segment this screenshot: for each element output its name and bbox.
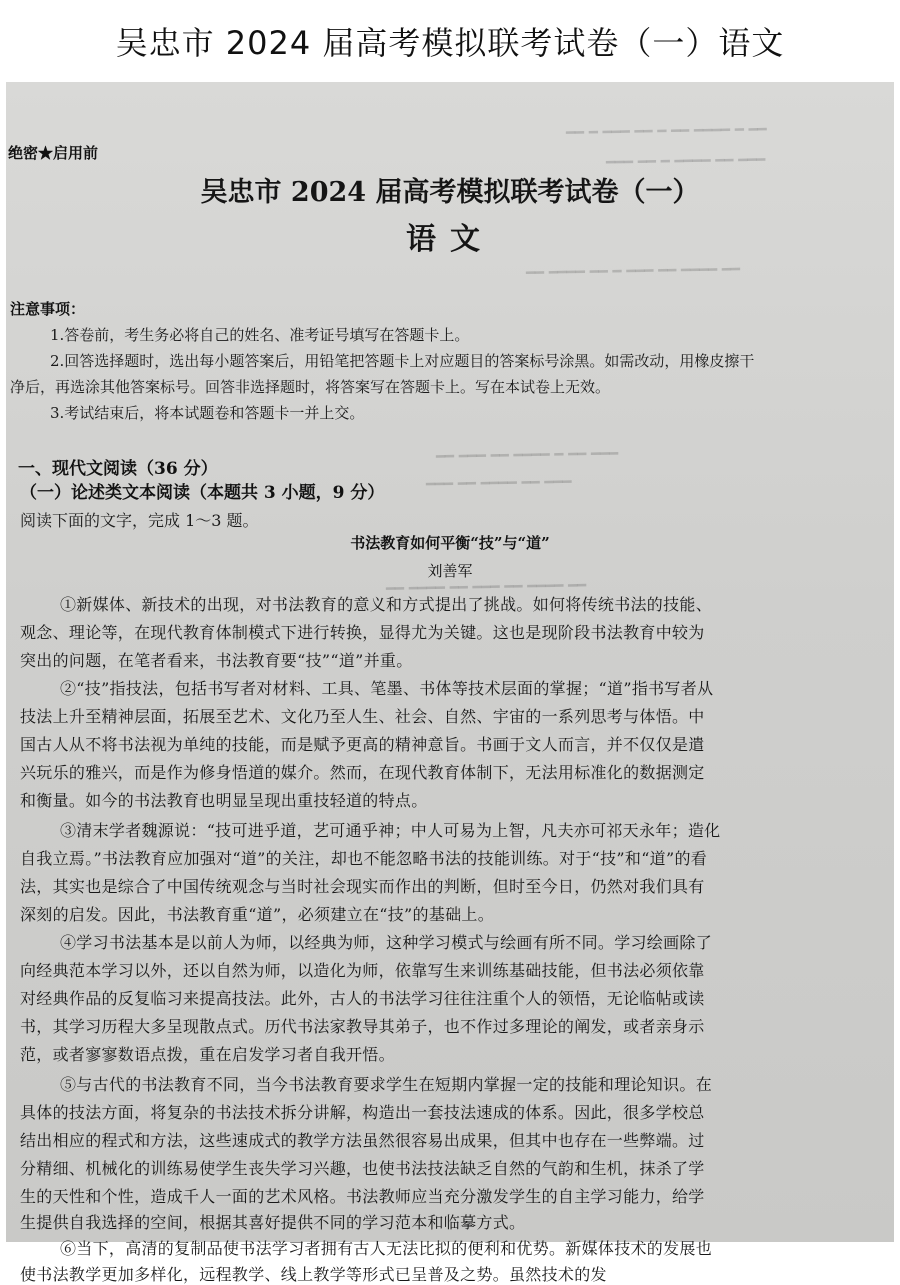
article-line: 自我立焉。”书法教育应加强对“道”的关注，却也不能忽略书法的技能训练。对于“技”和“道”的看 xyxy=(20,849,708,868)
notice-line: 3.考试结束后，将本试题卷和答题卡一并上交。 xyxy=(50,404,365,422)
article-line: 具体的技法方面，将复杂的书法技术拆分讲解，构造出一套技法速成的体系。因此，很多学校总 xyxy=(20,1103,705,1122)
banner-title: 吴忠市 2024 届高考模拟联考试卷（一）语文 xyxy=(115,24,785,62)
article-title: 书法教育如何平衡“技”与“道” xyxy=(350,534,550,552)
bleed-through-texture: ━━ ━━━━ ━━ ━ ━━━ ━━ ━━━━ ━━ xyxy=(526,260,740,282)
article-author: 刘善军 xyxy=(427,562,473,580)
article-line: ③清末学者魏源说：“技可进乎道，艺可通乎神；中人可易为上智，凡夫亦可祁天永年；造化 xyxy=(60,821,721,840)
article-line: ④学习书法基本是以前人为师，以经典为师，这种学习模式与绘画有所不同。学习绘画除了 xyxy=(60,933,713,952)
bleed-through-texture: ━━ ━━━ ━━ ━━━━ ━ ━━ ━━━ xyxy=(436,444,619,466)
notice-line: 2.回答选择题时，选出每小题答案后，用铅笔把答题卡上对应题目的答案标号涂黑。如需改动，用橡皮擦干 xyxy=(50,352,755,370)
sub-section-heading: （一）论述类文本阅读（本题共 3 小题，9 分） xyxy=(20,483,385,503)
article-line: ②“技”指技法，包括书写者对材料、工具、笔墨、书体等技术层面的掌握；“道”指书写者从 xyxy=(60,679,714,698)
top-banner xyxy=(0,0,900,82)
article-line: 观念、理论等，在现代教育体制模式下进行转换，显得尤为关键。这也是现阶段书法教育中较为 xyxy=(20,623,705,642)
exam-title: 吴忠市 2024 届高考模拟联考试卷（一） xyxy=(200,177,700,208)
article-line: 和衡量。如今的书法教育也明显呈现出重技轻道的特点。 xyxy=(20,791,428,810)
notice-line: 净后，再选涂其他答案标号。回答非选择题时，将答案写在答题卡上。写在本试卷上无效。 xyxy=(10,378,611,396)
reading-instruction: 阅读下面的文字，完成 1～3 题。 xyxy=(20,511,259,530)
confidential-mark: 绝密★启用前 xyxy=(8,144,99,162)
article-line: 生的天性和个性，造成千人一面的艺术风格。书法教师应当充分激发学生的自主学习能力，给学 xyxy=(20,1187,705,1206)
article-line: 兴玩乐的雅兴，而是作为修身悟道的媒介。然而，在现代教育体制下，无法用标准化的数据测定 xyxy=(20,763,705,782)
bleed-through-texture: ━━ ━ ━━━ ━━ ━ ━━ ━━━━ ━ ━━ xyxy=(566,120,767,142)
article-line: 分精细、机械化的训练易使学生丧失学习兴趣，也使书法技法缺乏自然的气韵和生机，抹杀了学 xyxy=(20,1159,705,1178)
notice-line: 1.答卷前，考生务必将自己的姓名、准考证号填写在答题卡上。 xyxy=(50,326,470,344)
notice-heading: 注意事项： xyxy=(10,300,86,318)
article-line: ⑥当下，高清的复制品使书法学习者拥有古人无法比拟的便利和优势。新媒体技术的发展也 xyxy=(60,1239,713,1258)
article-line: 生提供自我选择的空间，根据其喜好提供不同的学习范本和临摹方式。 xyxy=(20,1213,526,1232)
exam-paper-photo xyxy=(6,82,894,1284)
bleed-through-texture: ━━━ ━━ ━ ━━━━ ━━ ━━━ xyxy=(606,150,766,172)
article-line: 国古人从不将书法视为单纯的技能，而是赋予更高的精神意旨。书画于文人而言，并不仅仅是遣 xyxy=(20,735,705,754)
article-line: 范，或者寥寥数语点拨，重在启发学习者自我开悟。 xyxy=(20,1045,395,1064)
article-line: 突出的问题，在笔者看来，书法教育要“技”“道”并重。 xyxy=(20,651,413,670)
article-line: 使书法教学更加多样化，远程教学、线上教学等形式已呈普及之势。虽然技术的发 xyxy=(20,1265,607,1284)
article-line: 深刻的启发。因此，书法教育重“道”，必须建立在“技”的基础上。 xyxy=(20,905,495,924)
bleed-through-texture: ━━ ━━━━ ━━ ━━━ ━━ ━━━━ ━━ xyxy=(386,576,587,598)
article-line: 技法上升至精神层面，拓展至艺术、文化乃至人生、社会、自然、宇宙的一系列思考与体悟。中 xyxy=(20,707,705,726)
article-line: ①新媒体、新技术的出现，对书法教育的意义和方式提出了挑战。如何将传统书法的技能、 xyxy=(60,595,713,614)
article-line: 对经典作品的反复临习来提高技法。此外，古人的书法学习往往注重个人的领悟，无论临帖或读 xyxy=(20,989,705,1008)
article-line: 结出相应的程式和方法，这些速成式的教学方法虽然很容易出成果，但其中也存在一些弊端。过 xyxy=(20,1131,705,1150)
bleed-through-texture: ━━━ ━━ ━━━━ ━━ ━━━ xyxy=(426,472,572,494)
section-heading: 一、现代文阅读（36 分） xyxy=(18,459,218,479)
article-line: 书，其学习历程大多呈现散点式。历代书法家教导其弟子，也不作过多理论的阐发，或者亲身示 xyxy=(20,1017,705,1036)
subject-title: 语文 xyxy=(406,222,494,257)
article-line: 向经典范本学习以外，还以自然为师，以造化为师，依靠写生来训练基础技能，但书法必须依靠 xyxy=(20,961,705,980)
article-line: ⑤与古代的书法教育不同，当今书法教育要求学生在短期内掌握一定的技能和理论知识。在 xyxy=(60,1075,713,1094)
article-line: 法，其实也是综合了中国传统观念与当时社会现实而作出的判断，但时至今日，仍然对我们具有 xyxy=(20,877,705,896)
